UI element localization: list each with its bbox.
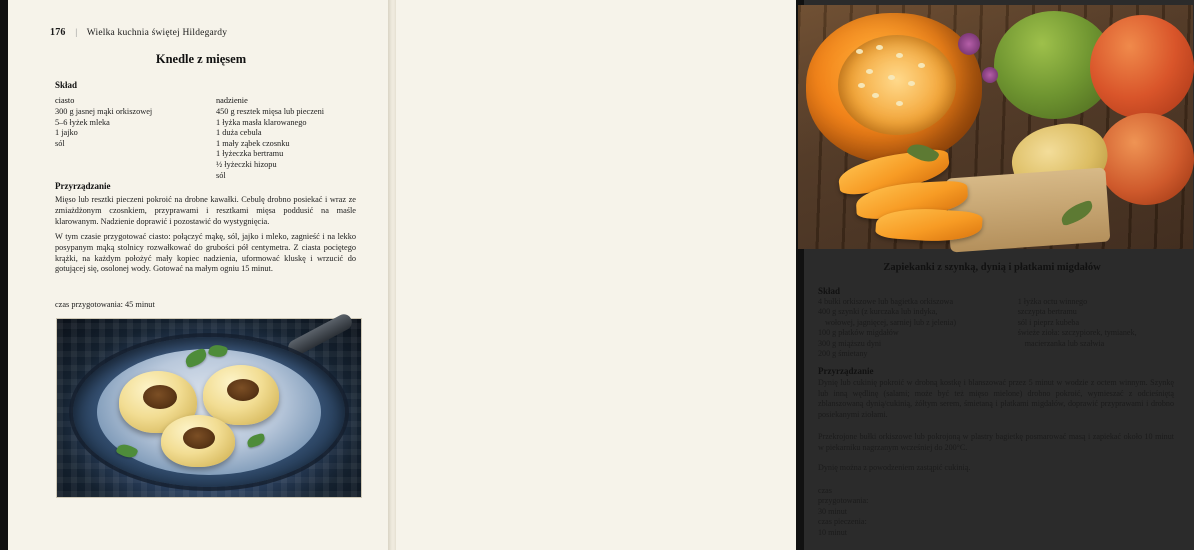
right-preparation-label: Przyrządzanie <box>818 366 874 376</box>
right-preparation-paragraph: Dynię można z powodzeniem zastąpić cukinią. <box>818 463 971 472</box>
left-preparation-paragraph: W tym czasie przygotować ciasto: połączyć mąkę, sól, jajko i mleko, zagnieść i na lekko posypanym mąką stolnicy rozwałkować do grubości pół centymetra. Z ciasta pociętego krążki, na każdym położyć mały kopiec nadzienia, uformować kluskę i wrzucić do gotującej się, osolonej wody. Gotować na małym ogniu 15 minut. <box>55 232 356 274</box>
list-item: szczypta bertramu <box>1017 307 1077 317</box>
list-item: 1 duża cebula <box>216 128 262 138</box>
meat-filling <box>143 385 177 409</box>
red-pumpkin <box>1090 15 1194 119</box>
column-subhead: ciasto <box>55 96 75 105</box>
ingredient-list <box>55 107 194 149</box>
left-ingredients-label: Skład <box>55 80 78 90</box>
page-number: 176 <box>50 27 66 38</box>
list-item: 5–6 łyżek mleka <box>55 117 110 127</box>
running-head <box>50 27 227 38</box>
meat-filling <box>183 427 215 449</box>
meat-filling <box>227 379 259 401</box>
right-timing-prep: czas przygotowania: 30 minut <box>818 486 869 516</box>
list-item: 1 jajko <box>55 128 78 138</box>
list-item: 450 g resztek mięsa lub pieczeni <box>216 107 325 116</box>
right-timing-bake: czas pieczenia: 10 minut <box>818 517 867 537</box>
left-ingredients-columns <box>55 96 355 181</box>
right-page <box>396 0 1174 550</box>
list-item: sól <box>216 170 226 180</box>
left-preparation-label: Przyrządzanie <box>55 181 111 191</box>
ingredient-list <box>818 297 1000 359</box>
ingredient-column-filling <box>216 96 355 181</box>
list-item: 1 łyżeczka bertramu <box>216 149 284 159</box>
list-item: 1 mały ząbek czosnku <box>216 138 290 148</box>
running-head-separator: | <box>75 28 78 38</box>
ingredient-column-dough <box>55 96 194 181</box>
list-item: sól <box>55 138 65 148</box>
list-item: macierzanka lub szałwia <box>1024 338 1105 348</box>
ingredient-list <box>1018 297 1174 349</box>
right-ingredients-columns <box>818 297 1174 359</box>
dumplings-photo <box>56 318 362 498</box>
thistle-flower <box>982 67 998 83</box>
pumpkins-photo <box>798 5 1193 249</box>
right-preparation-paragraph: Dynię lub cukinię pokroić w drobną kostkę i blanszować przez 5 minut w wodzie z octem winnym. Szynkę lub inną wędlinę (salami; może być też mięso mielone) drobno pokroić, wymieszać z odcieśniętą zblanszowaną dynią/cukinią, żółtym serem, śmietaną i płatkami migdałów, doprawić przyprawami i drobno posiekanymi ziołami. <box>818 378 1174 419</box>
left-page <box>8 0 394 550</box>
book-title: Wielka kuchnia świętej Hildegardy <box>86 28 228 38</box>
left-preparation-paragraph: Mięso lub resztki pieczeni pokroić na drobne kawałki. Cebulę drobno posiekać i wraz ze zmiażdżonym czosnkiem, przyprawami i resztkami mięsa poddusić na maśle klarowanym. Nadzienie doprawić i pozostawić do wystygnięcia. <box>55 195 356 226</box>
cut-pumpkin <box>806 13 982 163</box>
list-item: wołowej, jagnięcej, sarniej lub z jelenia) <box>825 317 957 327</box>
left-recipe-title: Knedle z mięsem <box>155 52 247 66</box>
list-item: 100 g płatków migdałów <box>818 328 899 338</box>
list-item: ½ łyżeczki hizopu <box>216 159 277 169</box>
list-item: 300 g jasnej mąki orkiszowej <box>55 107 153 116</box>
list-item: 1 łyżka octu winnego <box>1017 297 1088 306</box>
list-item: świeże zioła: szczypiorek, tymianek, <box>1017 328 1137 338</box>
pumpkin-cavity <box>838 35 956 135</box>
right-preparation-paragraph: Przekrojone bułki orkiszowe lub pokrojoną w plastry bagietkę posmarować masą i zapiekać około 10 minut w piekarniku nagrzanym wcześniej do 200°C. <box>818 432 1174 452</box>
thistle-flower <box>958 33 980 55</box>
list-item: sól i pieprz kubeba <box>1017 317 1080 327</box>
column-subhead: nadzienie <box>216 96 248 105</box>
right-timing <box>818 486 868 538</box>
ingredient-column-main <box>818 297 1000 359</box>
red-pumpkin <box>1098 113 1194 205</box>
right-recipe-title: Zapiekanki z szynką, dynią i płatkami migdałów <box>883 262 1101 273</box>
list-item: 200 g śmietany <box>818 349 868 359</box>
list-item: 4 bułki orkiszowe lub bagietka orkiszowa <box>818 297 954 306</box>
list-item: 1 łyżka masła klarowanego <box>216 117 307 127</box>
list-item: 400 g szynki (z kurczaka lub indyka, <box>818 307 938 317</box>
list-item: 300 g miąższu dyni <box>818 338 882 348</box>
right-ingredients-label: Skład <box>818 286 841 296</box>
ingredient-list <box>216 107 355 181</box>
ingredient-column-seasoning <box>1018 297 1174 359</box>
left-timing: czas przygotowania: 45 minut <box>55 300 155 309</box>
